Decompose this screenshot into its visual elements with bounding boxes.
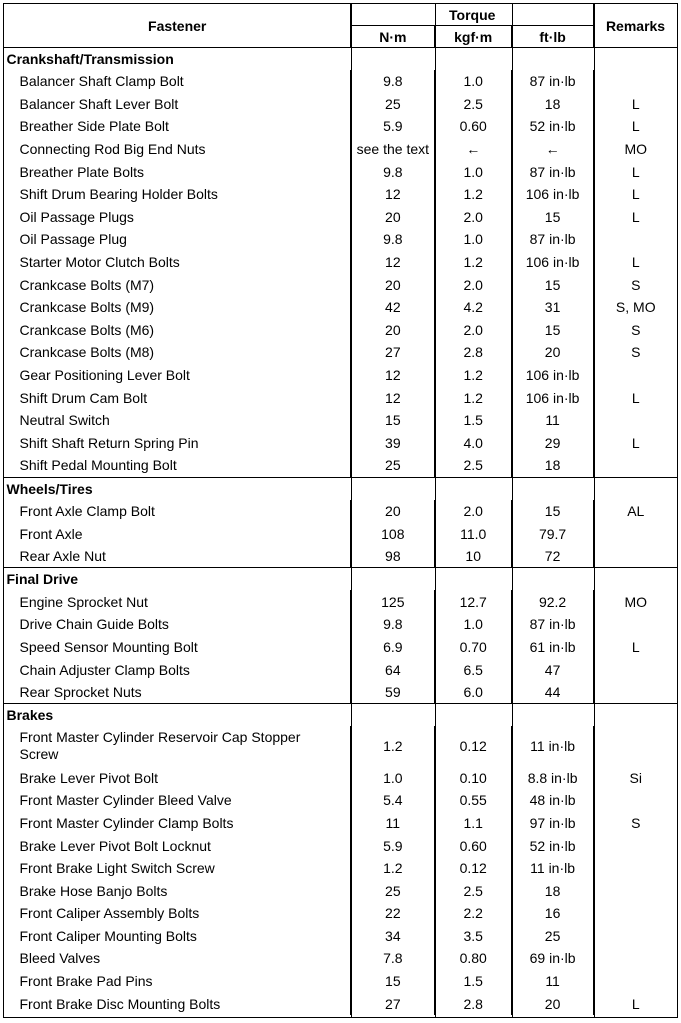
remarks-cell: MO [594,138,678,161]
header-kgfm: kgf·m [435,26,512,48]
table-row [4,925,678,948]
section-header [4,477,678,500]
ftlb-cell: 47 [512,658,594,681]
nm-cell: 9.8 [351,228,435,251]
fastener-cell: Bleed Valves [19,950,101,967]
kgfm-cell: 0.55 [435,789,512,812]
nm-cell: 125 [351,590,435,613]
nm-cell: 98 [351,545,435,568]
ftlb-cell: 79.7 [512,522,594,545]
nm-cell: 59 [351,681,435,704]
kgfm-cell: 2.0 [435,500,512,523]
kgfm-cell: 0.70 [435,636,512,659]
fastener-cell: Rear Axle Nut [19,548,106,565]
nm-cell: 27 [351,341,435,364]
ftlb-cell: 20 [512,341,594,364]
fastener-cell: Crankcase Bolts (M6) [19,321,155,338]
kgfm-cell: 4.2 [435,296,512,319]
nm-cell: 22 [351,902,435,925]
table-row [4,251,678,274]
ftlb-cell: 48 in·lb [512,789,594,812]
section-header [4,704,678,727]
fastener-cell: Front Brake Light Switch Screw [19,860,215,877]
remarks-cell: L [594,251,678,274]
kgfm-cell: 6.5 [435,658,512,681]
table-row [4,590,678,613]
remarks-cell: S [594,341,678,364]
kgfm-cell: 1.2 [435,386,512,409]
section-title: Wheels/Tires [4,477,678,500]
header-fastener: Fastener [4,4,351,48]
nm-cell: 12 [351,386,435,409]
remarks-cell: L [594,160,678,183]
kgfm-cell: 0.60 [435,115,512,138]
nm-cell: 9.8 [351,613,435,636]
nm-cell: 27 [351,992,435,1015]
table-row [4,545,678,568]
fastener-cell: Crankcase Bolts (M8) [19,344,155,361]
nm-cell: 25 [351,454,435,477]
ftlb-cell: ← [512,138,594,161]
nm-cell: 20 [351,319,435,342]
table-row [4,409,678,432]
fastener-cell: Neutral Switch [19,412,110,429]
fastener-cell: Front Brake Disc Mounting Bolts [19,995,221,1012]
table-row [4,857,678,880]
fastener-cell: Shift Shaft Return Spring Pin [19,434,199,451]
table-row [4,789,678,812]
fastener-cell: Front Master Cylinder Clamp Bolts [19,814,234,831]
remarks-cell [594,522,678,545]
kgfm-cell: 2.5 [435,879,512,902]
kgfm-cell: 10 [435,545,512,568]
nm-cell: 1.2 [351,857,435,880]
section-title: Crankshaft/Transmission [4,48,678,71]
nm-cell: 15 [351,970,435,993]
ftlb-cell: 61 in·lb [512,636,594,659]
fastener-cell: Connecting Rod Big End Nuts [19,141,206,158]
nm-cell: see the text [351,138,435,161]
ftlb-cell: 25 [512,925,594,948]
ftlb-cell: 20 [512,992,594,1015]
ftlb-cell: 87 in·lb [512,228,594,251]
ftlb-cell: 18 [512,454,594,477]
kgfm-cell: 1.5 [435,970,512,993]
table-row [4,364,678,387]
kgfm-cell: 0.10 [435,766,512,789]
fastener-cell: Shift Drum Bearing Holder Bolts [19,186,218,203]
fastener-cell: Front Master Cylinder Reservoir Cap Stopper Screw [19,729,301,763]
ftlb-cell: 87 in·lb [512,160,594,183]
fastener-cell: Crankcase Bolts (M7) [19,276,155,293]
nm-cell: 5.9 [351,115,435,138]
nm-cell: 5.4 [351,789,435,812]
fastener-cell: Front Master Cylinder Bleed Valve [19,792,232,809]
kgfm-cell: 3.5 [435,925,512,948]
nm-cell: 1.2 [351,726,435,766]
fastener-cell: Front Axle [19,525,83,542]
fastener-cell: Balancer Shaft Lever Bolt [19,95,179,112]
nm-cell: 34 [351,925,435,948]
section-header [4,568,678,591]
nm-cell: 108 [351,522,435,545]
remarks-cell [594,970,678,993]
kgfm-cell: 1.2 [435,364,512,387]
kgfm-cell: 11.0 [435,522,512,545]
table-row [4,500,678,523]
ftlb-cell: 31 [512,296,594,319]
nm-cell: 9.8 [351,160,435,183]
ftlb-cell: 97 in·lb [512,812,594,835]
ftlb-cell: 15 [512,206,594,229]
section-header [4,48,678,71]
kgfm-cell: 0.12 [435,726,512,766]
remarks-cell: S, MO [594,296,678,319]
nm-cell: 6.9 [351,636,435,659]
fastener-cell: Starter Motor Clutch Bolts [19,254,180,271]
header-remarks: Remarks [594,4,678,48]
ftlb-cell: 92.2 [512,590,594,613]
table-row [4,902,678,925]
fastener-cell: Brake Lever Pivot Bolt [19,769,159,786]
kgfm-cell: 2.8 [435,992,512,1015]
fastener-cell: Engine Sprocket Nut [19,593,148,610]
nm-cell: 12 [351,364,435,387]
kgfm-cell: 1.0 [435,70,512,93]
fastener-cell: Brake Lever Pivot Bolt Locknut [19,837,211,854]
fastener-cell: Breather Side Plate Bolt [19,118,169,135]
ftlb-cell: 106 in·lb [512,183,594,206]
table-row [4,970,678,993]
table-row [4,386,678,409]
fastener-cell: Breather Plate Bolts [19,163,145,180]
remarks-cell: S [594,812,678,835]
nm-cell: 5.9 [351,834,435,857]
fastener-cell: Oil Passage Plugs [19,208,134,225]
table-row [4,658,678,681]
nm-cell: 12 [351,251,435,274]
kgfm-cell: 2.8 [435,341,512,364]
fastener-cell: Speed Sensor Mounting Bolt [19,638,198,655]
kgfm-cell: 2.0 [435,273,512,296]
table-row [4,138,678,161]
remarks-cell [594,228,678,251]
ftlb-cell: 18 [512,879,594,902]
remarks-cell: L [594,115,678,138]
remarks-cell [594,879,678,902]
kgfm-cell: 2.0 [435,319,512,342]
kgfm-cell: 2.5 [435,454,512,477]
fastener-cell: Shift Drum Cam Bolt [19,389,148,406]
table-row [4,160,678,183]
fastener-cell: Brake Hose Banjo Bolts [19,882,168,899]
nm-cell: 42 [351,296,435,319]
ftlb-cell: 16 [512,902,594,925]
kgfm-cell: 1.1 [435,812,512,835]
kgfm-cell: 1.0 [435,613,512,636]
ftlb-cell: 87 in·lb [512,613,594,636]
remarks-cell: L [594,206,678,229]
ftlb-cell: 15 [512,273,594,296]
section-title: Brakes [4,704,678,727]
ftlb-cell: 8.8 in·lb [512,766,594,789]
kgfm-cell: ← [435,138,512,161]
remarks-cell [594,789,678,812]
fastener-cell: Crankcase Bolts (M9) [19,299,155,316]
table-row [4,681,678,704]
remarks-cell [594,454,678,477]
kgfm-cell: 2.5 [435,93,512,116]
table-row [4,206,678,229]
table-row [4,947,678,970]
ftlb-cell: 72 [512,545,594,568]
kgfm-cell: 12.7 [435,590,512,613]
table-row [4,70,678,93]
remarks-cell [594,658,678,681]
fastener-cell: Front Caliper Mounting Bolts [19,927,197,944]
nm-cell: 15 [351,409,435,432]
kgfm-cell: 2.0 [435,206,512,229]
table-row [4,183,678,206]
ftlb-cell: 52 in·lb [512,834,594,857]
remarks-cell [594,902,678,925]
remarks-cell [594,409,678,432]
column-divider [435,3,436,1018]
nm-cell: 20 [351,500,435,523]
nm-cell: 64 [351,658,435,681]
kgfm-cell: 1.2 [435,183,512,206]
kgfm-cell: 1.2 [435,251,512,274]
remarks-cell [594,834,678,857]
ftlb-cell: 15 [512,319,594,342]
table-row [4,834,678,857]
table-row [4,341,678,364]
ftlb-cell: 11 in·lb [512,857,594,880]
header-torque: Torque [351,4,594,26]
kgfm-cell: 6.0 [435,681,512,704]
ftlb-cell: 69 in·lb [512,947,594,970]
table-row [4,812,678,835]
nm-cell: 20 [351,273,435,296]
table-row [4,273,678,296]
ftlb-cell: 106 in·lb [512,386,594,409]
table-row [4,766,678,789]
column-divider [351,3,352,1018]
table-row [4,726,678,766]
remarks-cell [594,726,678,766]
nm-cell: 1.0 [351,766,435,789]
table-row [4,522,678,545]
nm-cell: 7.8 [351,947,435,970]
kgfm-cell: 4.0 [435,432,512,455]
table-row [4,93,678,116]
remarks-cell: L [594,386,678,409]
column-divider [512,3,513,1018]
remarks-cell: S [594,319,678,342]
fastener-cell: Front Brake Pad Pins [19,973,153,990]
nm-cell: 39 [351,432,435,455]
nm-cell: 25 [351,879,435,902]
table-row [4,636,678,659]
fastener-cell: Oil Passage Plug [19,231,127,248]
fastener-cell: Balancer Shaft Clamp Bolt [19,73,184,90]
remarks-cell: MO [594,590,678,613]
remarks-cell: S [594,273,678,296]
kgfm-cell: 1.0 [435,160,512,183]
remarks-cell [594,925,678,948]
remarks-cell: L [594,93,678,116]
remarks-cell [594,681,678,704]
table-body [4,48,678,1015]
fastener-cell: Rear Sprocket Nuts [19,684,142,701]
header-ftlb: ft·lb [512,26,594,48]
kgfm-cell: 1.5 [435,409,512,432]
remarks-cell [594,947,678,970]
column-divider [594,3,595,1018]
kgfm-cell: 0.60 [435,834,512,857]
table-row [4,992,678,1015]
header-nm: N·m [351,26,435,48]
nm-cell: 20 [351,206,435,229]
remarks-cell [594,613,678,636]
remarks-cell: Si [594,766,678,789]
ftlb-cell: 87 in·lb [512,70,594,93]
ftlb-cell: 106 in·lb [512,251,594,274]
fastener-cell: Front Caliper Assembly Bolts [19,905,200,922]
remarks-cell: L [594,183,678,206]
torque-table [3,3,678,1015]
remarks-cell [594,364,678,387]
ftlb-cell: 44 [512,681,594,704]
remarks-cell [594,545,678,568]
ftlb-cell: 29 [512,432,594,455]
kgfm-cell: 2.2 [435,902,512,925]
ftlb-cell: 11 [512,970,594,993]
kgfm-cell: 0.12 [435,857,512,880]
ftlb-cell: 11 in·lb [512,726,594,766]
nm-cell: 9.8 [351,70,435,93]
nm-cell: 25 [351,93,435,116]
fastener-cell: Shift Pedal Mounting Bolt [19,457,177,474]
table-row [4,432,678,455]
fastener-cell: Gear Positioning Lever Bolt [19,367,190,384]
remarks-cell [594,70,678,93]
table-row [4,296,678,319]
remarks-cell: L [594,636,678,659]
section-title: Final Drive [4,568,678,591]
table-row [4,879,678,902]
table-row [4,115,678,138]
table-row [4,454,678,477]
ftlb-cell: 18 [512,93,594,116]
ftlb-cell: 15 [512,500,594,523]
ftlb-cell: 106 in·lb [512,364,594,387]
kgfm-cell: 0.80 [435,947,512,970]
fastener-cell: Front Axle Clamp Bolt [19,502,155,519]
nm-cell: 11 [351,812,435,835]
fastener-cell: Chain Adjuster Clamp Bolts [19,661,190,678]
remarks-cell: AL [594,500,678,523]
fastener-cell: Drive Chain Guide Bolts [19,616,169,633]
remarks-cell: L [594,432,678,455]
table-row [4,319,678,342]
ftlb-cell: 52 in·lb [512,115,594,138]
nm-cell: 12 [351,183,435,206]
remarks-cell [594,857,678,880]
table-row [4,228,678,251]
kgfm-cell: 1.0 [435,228,512,251]
table-row [4,613,678,636]
remarks-cell: L [594,992,678,1015]
ftlb-cell: 11 [512,409,594,432]
